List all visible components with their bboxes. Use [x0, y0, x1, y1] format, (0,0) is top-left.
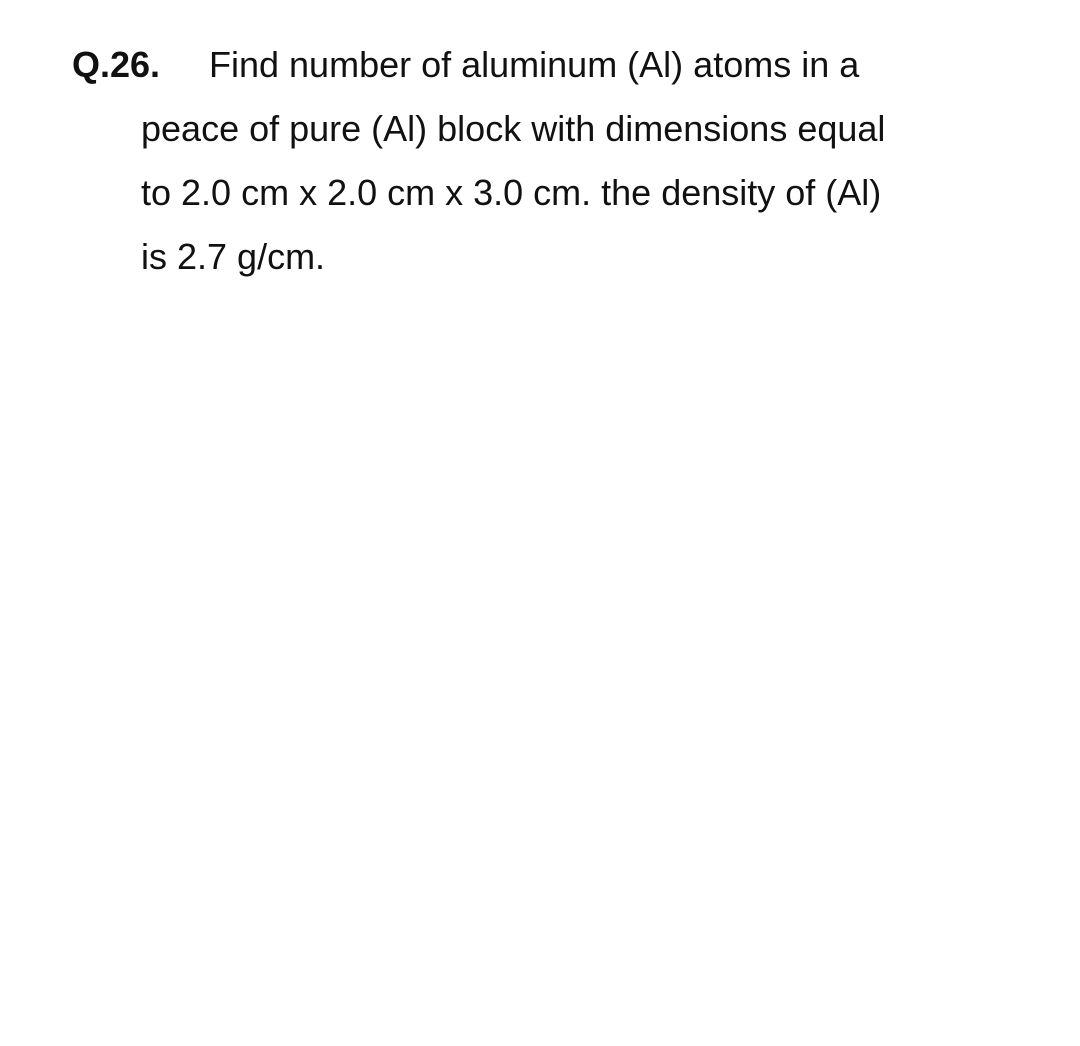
question-line-1 — [72, 33, 1032, 97]
question-text-line-3: to 2.0 cm x 2.0 cm x 3.0 cm. the density of (Al) — [141, 172, 882, 213]
question-block — [72, 33, 1032, 289]
question-line-3 — [72, 161, 1032, 225]
question-line-2 — [72, 97, 1032, 161]
question-line-4 — [72, 225, 1032, 289]
question-text-line-4: is 2.7 g/cm. — [141, 236, 326, 277]
question-text-line-1: Find number of aluminum (Al) atoms in a — [209, 44, 860, 85]
question-text-line-2: peace of pure (Al) block with dimensions equal — [141, 108, 886, 149]
question-number: Q.26. — [72, 44, 161, 85]
